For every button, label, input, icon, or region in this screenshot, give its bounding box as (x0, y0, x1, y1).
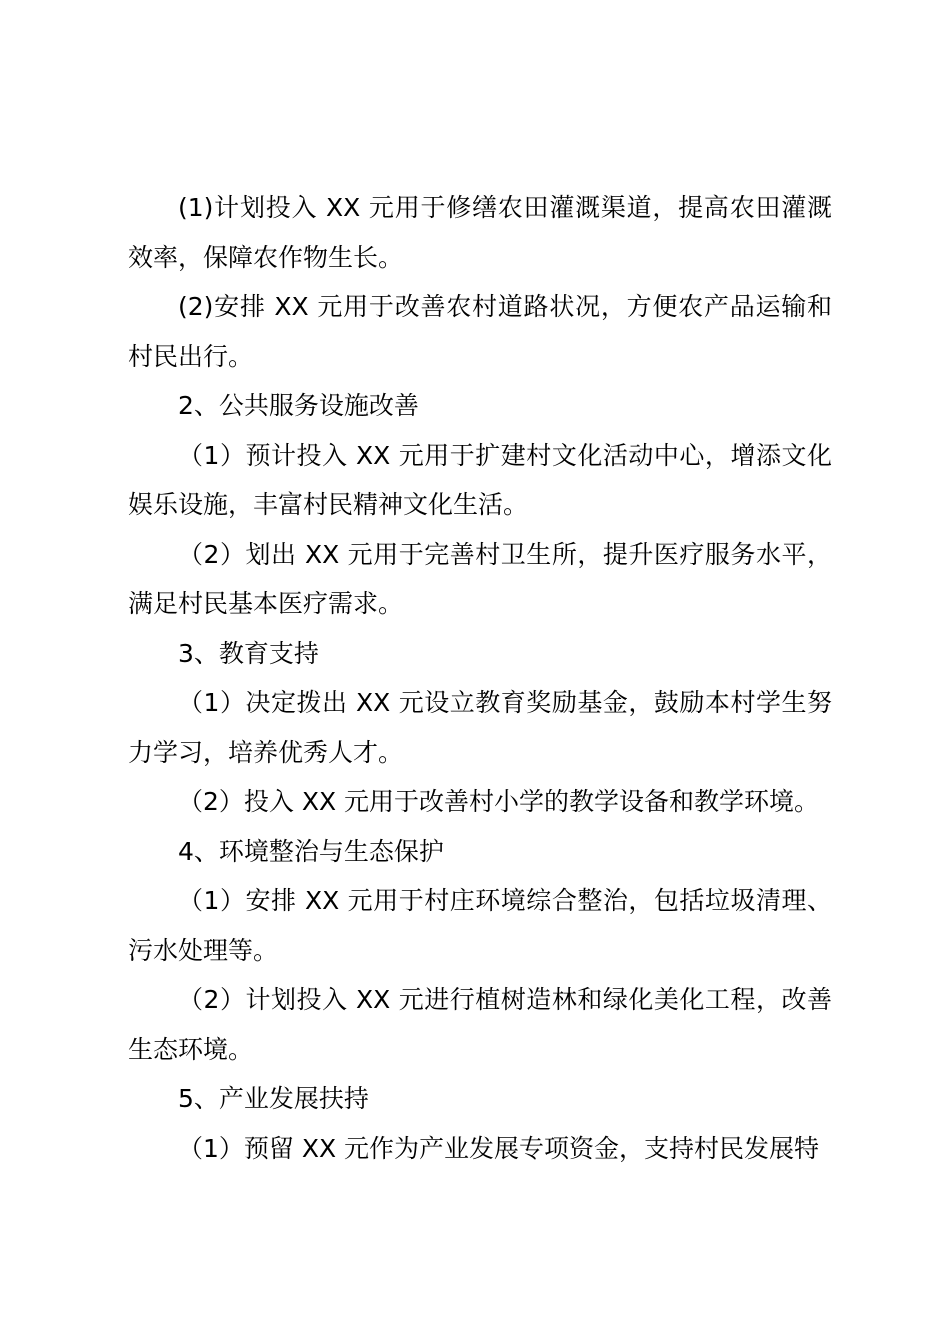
paragraph-clinic: （2）划出 XX 元用于完善村卫生所，提升医疗服务水平，满足村民基本医疗需求。 (128, 539, 832, 618)
paragraph-industry-fund: （1）预留 XX 元作为产业发展专项资金，支持村民发展特 (178, 1133, 820, 1163)
section-heading-public-services: 2、公共服务设施改善 (178, 391, 419, 420)
paragraph-education-fund: （1）决定拨出 XX 元设立教育奖励基金，鼓励本村学生努力学习，培养优秀人才。 (128, 688, 832, 767)
paragraph-school-equipment: （2）投入 XX 元用于改善村小学的教学设备和教学环境。 (178, 787, 820, 816)
section-heading-education: 3、教育支持 (178, 638, 319, 668)
paragraph-village-cleanup: （1）安排 XX 元用于村庄环境综合整治，包括垃圾清理、污水处理等。 (128, 886, 832, 965)
document-body (128, 183, 832, 1173)
paragraph-afforestation: （2）计划投入 XX 元进行植树造林和绿化美化工程，改善生态环境。 (128, 985, 832, 1064)
paragraph-culture-center: （1）预计投入 XX 元用于扩建村文化活动中心，增添文化娱乐设施，丰富村民精神文化生活。 (128, 440, 832, 519)
section-heading-industry: 5、产业发展扶持 (178, 1084, 369, 1113)
section-heading-environment: 4、环境整治与生态保护 (178, 836, 444, 866)
paragraph-irrigation: (1)计划投入 XX 元用于修缮农田灌溉渠道，提高农田灌溉效率，保障农作物生长。 (128, 193, 832, 272)
paragraph-roads: (2)安排 XX 元用于改善农村道路状况，方便农产品运输和村民出行。 (128, 292, 832, 371)
